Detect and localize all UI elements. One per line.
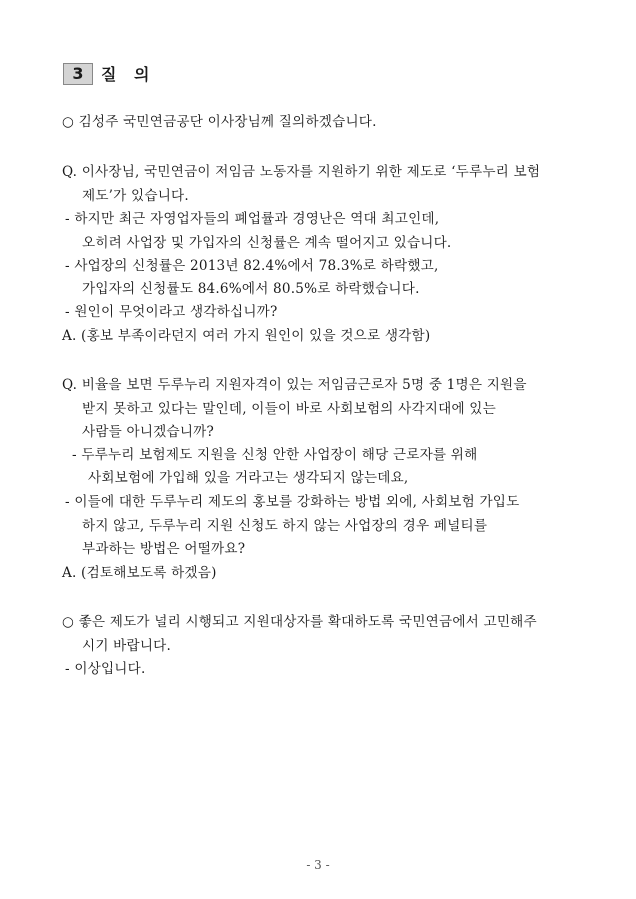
text-line: 하지 않고, 두루누리 지원 신청도 하지 않는 사업장의 경우 페널티를	[82, 518, 488, 534]
text-line: - 사업장의 신청률은 2013년 82.4%에서 78.3%로 하락했고,	[65, 258, 439, 274]
text-line: 오히려 사업장 및 가입자의 신청률은 계속 떨어지고 있습니다.	[82, 235, 452, 251]
text-line: A. (홍보 부족이라던지 여러 가지 원인이 있을 것으로 생각함)	[62, 328, 431, 344]
text-line: 받지 못하고 있다는 말인데, 이들이 바로 사회보험의 사각지대에 있는	[82, 401, 496, 417]
text-line: - 이들에 대한 두루누리 제도의 홍보를 강화하는 방법 외에, 사회보험 가입도	[65, 494, 520, 510]
text-line: Q. 비율을 보면 두루누리 지원자격이 있는 저임금근로자 5명 중 1명은 지원을	[62, 377, 527, 393]
text-line: 사람들 아니겠습니까?	[82, 424, 214, 440]
section-heading	[63, 62, 155, 85]
text-line: 사회보험에 가입해 있을 거라고는 생각되지 않는데요,	[88, 470, 409, 486]
text-line: 부과하는 방법은 어떨까요?	[82, 541, 246, 557]
page-number: - 3 -	[306, 858, 330, 872]
text-line: - 두루누리 보험제도 지원을 신청 안한 사업장이 해당 근로자를 위해	[72, 447, 478, 463]
text-line: - 원인이 무엇이라고 생각하십니까?	[65, 304, 278, 320]
text-line: ○ 김성주 국민연금공단 이사장님께 질의하겠습니다.	[62, 114, 377, 130]
text-line: ○ 좋은 제도가 널리 시행되고 지원대상자를 확대하도록 국민연금에서 고민해주	[62, 614, 537, 630]
section-number-box: 3	[63, 63, 93, 85]
text-line: Q. 이사장님, 국민연금이 저임금 노동자를 지원하기 위한 제도로 ‘두루누리 보험	[62, 164, 541, 180]
text-line: 가입자의 신청률도 84.6%에서 80.5%로 하락했습니다.	[82, 281, 420, 297]
text-line: - 하지만 최근 자영업자들의 폐업률과 경영난은 역대 최고인데,	[65, 211, 440, 227]
text-line: 제도’가 있습니다.	[82, 188, 189, 204]
section-title: 질 의	[101, 65, 156, 84]
text-line: 시기 바랍니다.	[82, 638, 172, 654]
text-line: A. (검토해보도록 하겠음)	[62, 565, 217, 581]
text-line: - 이상입니다.	[65, 661, 146, 677]
